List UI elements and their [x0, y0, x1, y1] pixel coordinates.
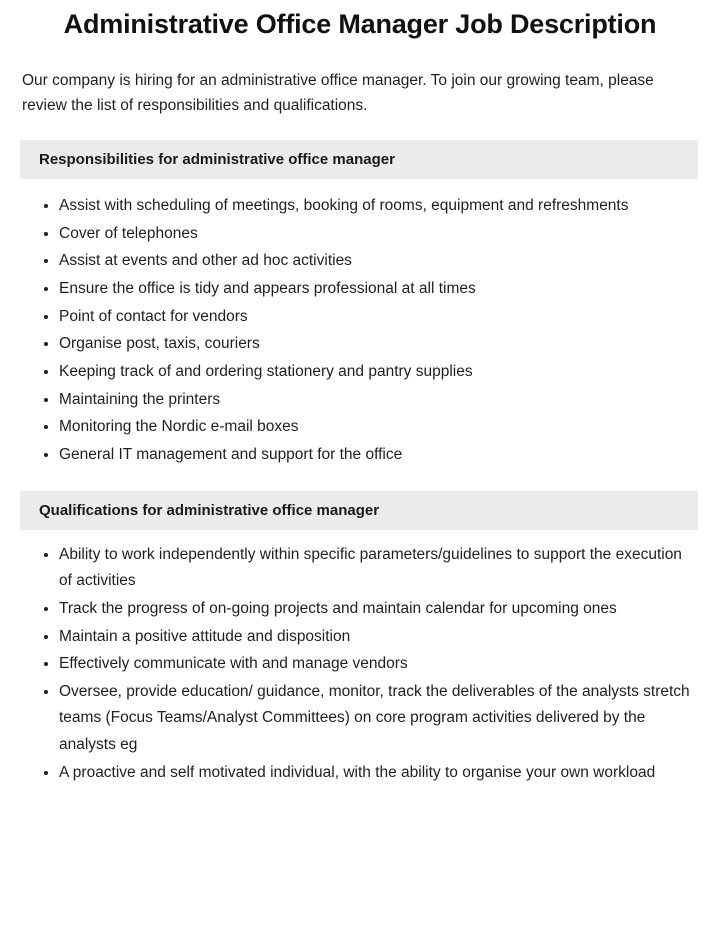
bullet-icon	[44, 259, 48, 263]
bullet-icon	[44, 204, 48, 208]
bullet-icon	[44, 425, 48, 429]
list-item	[22, 651, 698, 678]
qualification-item-text: Ability to work independently within specific parameters/guidelines to support the execution of activities	[59, 545, 682, 590]
bullet-icon	[44, 232, 48, 236]
list-item	[22, 248, 698, 275]
qualification-item-text: A proactive and self motivated individual, with the ability to organise your own workload	[59, 763, 656, 781]
responsibility-item-text: Cover of telephones	[59, 224, 198, 242]
responsibility-item-text: Organise post, taxis, couriers	[59, 335, 260, 353]
responsibility-item-text: Monitoring the Nordic e-mail boxes	[59, 418, 299, 436]
bullet-icon	[44, 370, 48, 374]
qualifications-section-heading: Qualifications for administrative office manager	[20, 491, 698, 530]
qualification-item-text: Oversee, provide education/ guidance, monitor, track the deliverables of the analysts stretch teams (Focus Teams/Analyst Committees) on core program activities delivered by the analysts eg	[59, 682, 690, 754]
bullet-icon	[44, 315, 48, 319]
qualifications-list	[22, 542, 698, 787]
list-item	[22, 542, 698, 595]
responsibility-item-text: Maintaining the printers	[59, 390, 221, 408]
list-item	[22, 624, 698, 651]
responsibility-item-text: Assist at events and other ad hoc activities	[59, 252, 352, 270]
qualifications-section	[0, 491, 720, 787]
bullet-icon	[44, 771, 48, 775]
list-item	[22, 414, 698, 441]
qualification-item-text: Effectively communicate with and manage vendors	[59, 655, 408, 673]
bullet-icon	[44, 662, 48, 666]
responsibility-item-text: Ensure the office is tidy and appears professional at all times	[59, 279, 476, 297]
responsibilities-section	[0, 140, 720, 469]
bullet-icon	[44, 453, 48, 457]
qualification-item-text: Track the progress of on-going projects and maintain calendar for upcoming ones	[59, 599, 617, 617]
responsibility-item-text: Keeping track of and ordering stationery and pantry supplies	[59, 362, 473, 380]
bullet-icon	[44, 553, 48, 557]
list-item	[22, 442, 698, 469]
list-item	[22, 359, 698, 386]
responsibilities-section-heading: Responsibilities for administrative office manager	[20, 140, 698, 179]
list-item	[22, 596, 698, 623]
bullet-icon	[44, 398, 48, 402]
bullet-icon	[44, 287, 48, 291]
list-item	[22, 387, 698, 414]
responsibilities-list	[22, 193, 698, 469]
job-description-page	[0, 8, 720, 786]
list-item	[22, 304, 698, 331]
responsibility-item-text: General IT management and support for the office	[59, 445, 403, 463]
responsibility-item-text: Assist with scheduling of meetings, booking of rooms, equipment and refreshments	[59, 196, 629, 214]
list-item	[22, 760, 698, 787]
list-item	[22, 193, 698, 220]
bullet-icon	[44, 690, 48, 694]
bullet-icon	[44, 635, 48, 639]
bullet-icon	[44, 607, 48, 611]
list-item	[22, 221, 698, 248]
qualification-item-text: Maintain a positive attitude and disposition	[59, 627, 351, 645]
bullet-icon	[44, 342, 48, 346]
page-title: Administrative Office Manager Job Description	[63, 9, 657, 39]
intro-paragraph: Our company is hiring for an administrative office manager. To join our growing team, please review the list of responsibilities and qualifications.	[22, 71, 654, 114]
list-item	[22, 679, 698, 759]
list-item	[22, 331, 698, 358]
responsibility-item-text: Point of contact for vendors	[59, 307, 248, 325]
list-item	[22, 276, 698, 303]
